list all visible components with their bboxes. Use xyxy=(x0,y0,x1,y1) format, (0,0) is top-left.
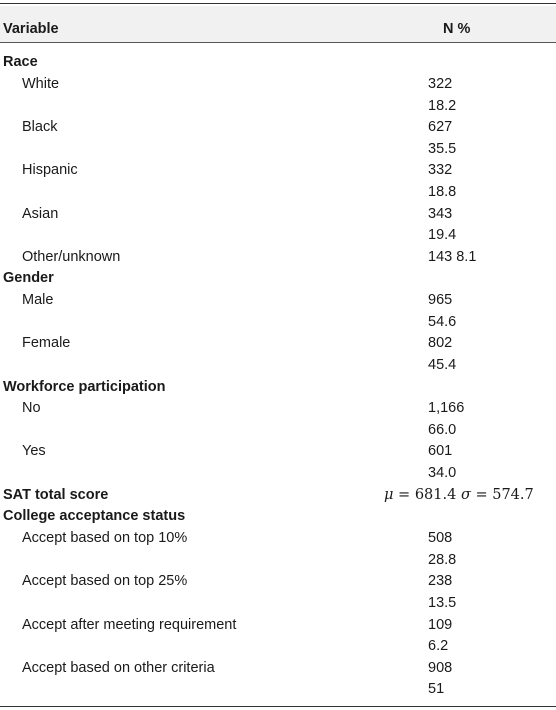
sat-sigma-value: 574.7 xyxy=(492,487,534,503)
row-yes-label: Yes xyxy=(22,443,46,459)
row-no-label: No xyxy=(22,400,41,416)
row-hispanic-pct: 18.8 xyxy=(428,184,457,200)
row-top10-pct: 28.8 xyxy=(428,552,457,568)
row-requirement-label: Accept after meeting requirement xyxy=(22,617,237,633)
section-workforce: Workforce participation xyxy=(3,379,166,395)
row-male-pct: 54.6 xyxy=(428,314,457,330)
row-female-label: Female xyxy=(22,335,71,351)
row-hispanic-label: Hispanic xyxy=(22,162,78,178)
row-asian-pct: 19.4 xyxy=(428,227,457,243)
row-white-label: White xyxy=(22,76,60,92)
row-male-label: Male xyxy=(22,292,54,308)
row-other-n-pct: 143 8.1 xyxy=(428,249,477,265)
row-black-n: 627 xyxy=(428,119,453,135)
row-top25-label: Accept based on top 25% xyxy=(22,573,188,589)
row-hispanic-n: 332 xyxy=(428,162,453,178)
row-other-criteria-pct: 51 xyxy=(428,681,445,697)
row-requirement-pct: 6.2 xyxy=(428,638,449,654)
row-other-label: Other/unknown xyxy=(22,249,121,265)
sat-stats: μ = 681.4 σ = 574.7 xyxy=(384,487,534,503)
sat-mu-symbol: μ xyxy=(384,487,394,503)
row-white-n: 322 xyxy=(428,76,453,92)
sat-sigma-symbol: σ xyxy=(460,487,471,503)
row-yes-n: 601 xyxy=(428,443,453,459)
row-female-n: 802 xyxy=(428,335,453,351)
row-asian-n: 343 xyxy=(428,206,453,222)
row-female-pct: 45.4 xyxy=(428,357,457,373)
header-rule xyxy=(0,42,556,43)
row-asian-label: Asian xyxy=(22,206,59,222)
table-top-rule xyxy=(0,3,556,4)
header-variable: Variable xyxy=(3,21,59,37)
section-race: Race xyxy=(3,54,38,70)
section-acceptance: College acceptance status xyxy=(3,508,186,524)
header-n-percent: N % xyxy=(443,21,471,37)
row-other-criteria-n: 908 xyxy=(428,660,453,676)
sat-mu-value: 681.4 xyxy=(414,487,457,503)
section-gender: Gender xyxy=(3,270,54,286)
row-top25-n: 238 xyxy=(428,573,453,589)
row-no-n: 1,166 xyxy=(428,400,465,416)
row-male-n: 965 xyxy=(428,292,453,308)
row-requirement-n: 109 xyxy=(428,617,453,633)
row-top10-n: 508 xyxy=(428,530,453,546)
row-no-pct: 66.0 xyxy=(428,422,457,438)
row-top10-label: Accept based on top 10% xyxy=(22,530,188,546)
row-other-criteria-label: Accept based on other criteria xyxy=(22,660,215,676)
row-black-label: Black xyxy=(22,119,58,135)
row-yes-pct: 34.0 xyxy=(428,465,457,481)
section-sat: SAT total score xyxy=(3,487,109,503)
row-black-pct: 35.5 xyxy=(428,141,457,157)
table-bottom-rule xyxy=(0,706,556,707)
table-header xyxy=(0,6,556,42)
row-top25-pct: 13.5 xyxy=(428,595,457,611)
row-white-pct: 18.2 xyxy=(428,98,457,114)
